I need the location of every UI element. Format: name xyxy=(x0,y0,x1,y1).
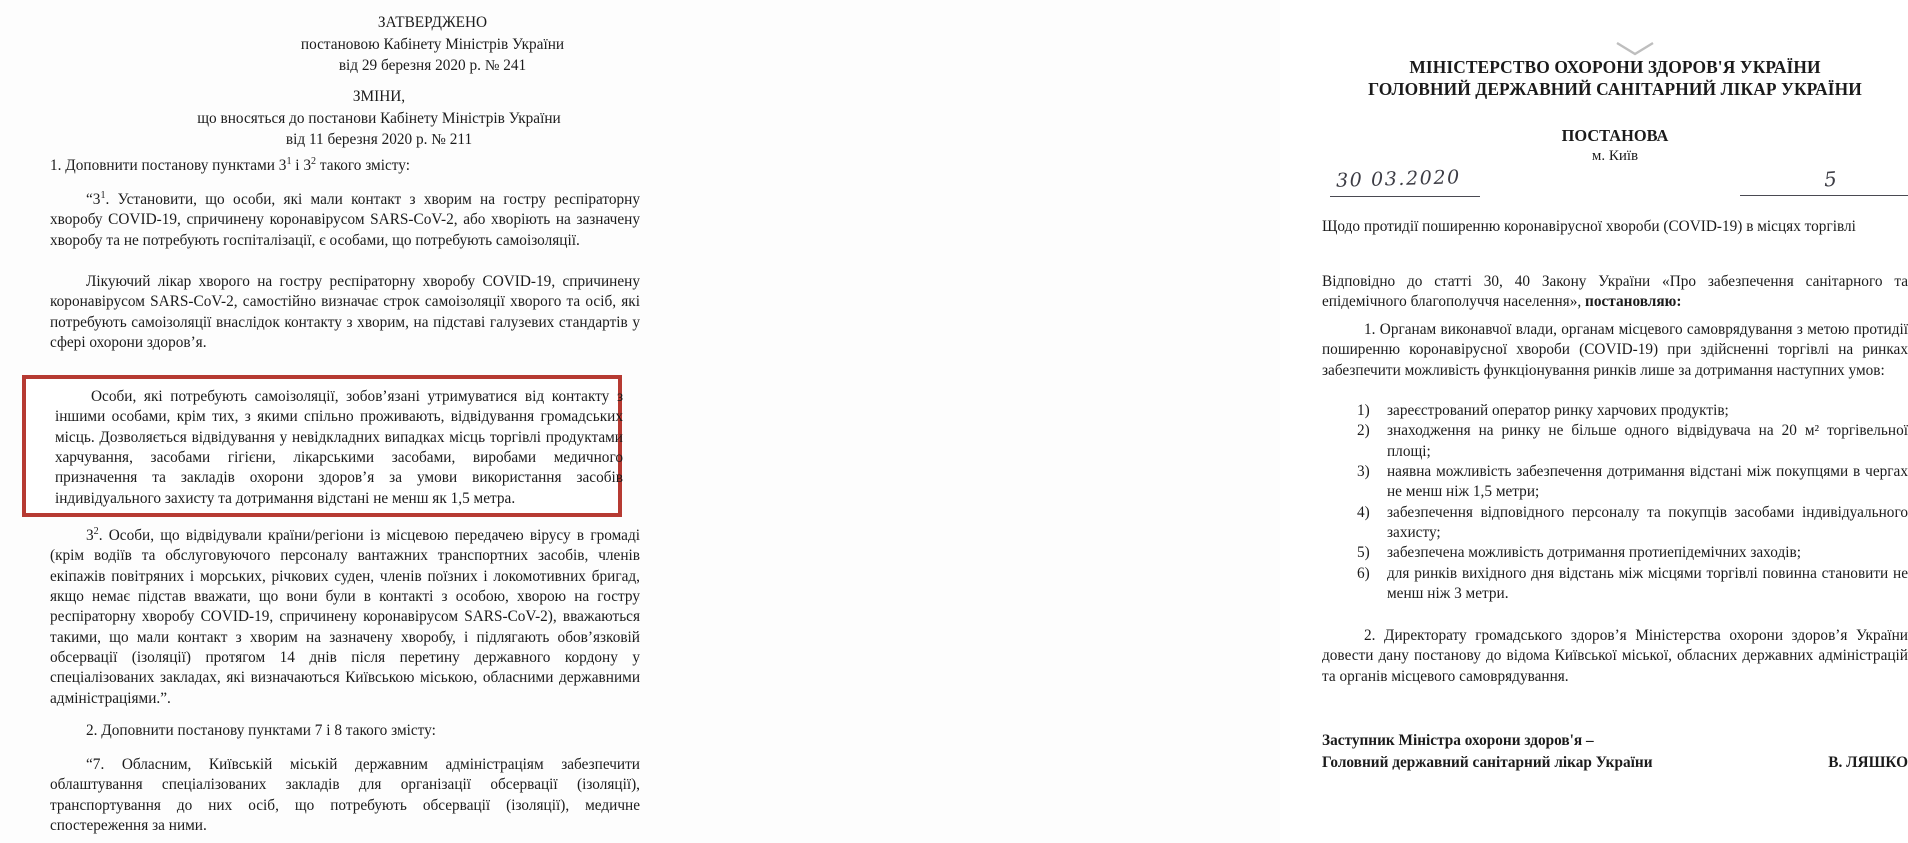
list-item-text: зареєстрований оператор ринку харчових продуктів; xyxy=(1387,402,1729,419)
changes-heading: ЗМІНИ, xyxy=(352,88,406,105)
date-rule-line xyxy=(1330,196,1480,197)
paragraph-1-mid: і 3 xyxy=(291,157,312,174)
paragraph-3-2-text: . Особи, що відвідували країни/регіони із місцевою передачею вірусу в громаді (крім водіїв та обслуговуючого персоналу вантажних транспортних засобів, членів екіпажів повітряних і морських, річкових суден, членів поїзних і локомотивних бригад, якщо немає підстав вважати, що вони були в контакті з особою, хворою на гостру респіраторну хворобу COVID-19, спричинену коронавірусом SARS-CoV-2), вважаються такими, що мали контакт з хворим на зазначену хворобу, і підлягають обов’язковій обсервації (ізоляції) протягом 14 днів після перетину державного кордону у спеціалізованих закладах, які визначаються Київською міською, обласними державними адміністраціями.”. xyxy=(50,527,640,707)
list-item-marker: 2) xyxy=(1357,422,1370,440)
list-item-marker: 1) xyxy=(1357,402,1370,419)
document-type-heading: ПОСТАНОВА xyxy=(1561,126,1669,145)
signature-title-line-1: Заступник Міністра охорони здоров'я – xyxy=(1322,732,1594,749)
paragraph-3-1-text: . Установити, що особи, які мали контакт з хворим на гостру респіраторну хворобу COVID-19, спричинену коронавірусом SARS-CoV-2, або хворіють на зазначену хворобу та не потребують госпіталізації, є особами, що потребують самоізоляції. xyxy=(50,191,640,249)
legal-basis-prefix: Відповідно до статті 30, 40 Закону України «Про забезпечення санітарного та епідемічного благополуччя населення», xyxy=(1322,273,1908,311)
paragraph-1-amend xyxy=(50,156,640,176)
paragraph-3-2-superscript: 2 xyxy=(93,525,99,537)
signature-block xyxy=(1322,730,1908,774)
list-item-text: забезпечення відповідного персоналу та покупців засобами індивідуального захисту; xyxy=(1387,503,1908,542)
legal-basis-paragraph xyxy=(1322,272,1908,313)
list-item-text: для ринків вихідного дня відстань між місцями торгівлі повинна становити не менш ніж 3 метри. xyxy=(1387,564,1908,603)
list-item-text: знаходження на ринку не більше одного відвідувача на 20 м² торгівельної площі; xyxy=(1387,422,1908,460)
list-item xyxy=(1357,401,1908,421)
highlight-red-box xyxy=(22,375,622,517)
paragraph-attending-doctor: Лікуючий лікар хворого на гостру респіраторну хворобу COVID-19, спричинену коронавірусом SARS-CoV-2, самостійно визначає строк самоізоляції хворого та осіб, які потребують самоізоляції внаслідок контакту з хворим, на підставі галузевих стандартів у сфері охорони здоров’я. xyxy=(50,273,640,352)
paragraph-1-intro: 1. Доповнити постанову пунктами 3 xyxy=(50,157,287,174)
city-label: м. Київ xyxy=(1591,148,1639,164)
ministry-title-block xyxy=(1322,56,1908,101)
list-item xyxy=(1357,503,1908,544)
signature-row xyxy=(1322,752,1908,774)
changes-line-2: від 11 березня 2020 р. № 211 xyxy=(285,131,473,149)
document-subject: Щодо протидії поширенню коронавірусної хвороби (COVID-19) в місцях торгівлі xyxy=(1322,218,1856,235)
paragraph-7: “7. Обласним, Київській міській державним адміністраціям забезпечити облаштування спеціалізованих закладів для організації обсервації (ізоляції), транспортування до них осіб, що потребують обсервації (ізоляції), медичне спостереження за ними. xyxy=(50,756,640,835)
approval-heading: ЗАТВЕРДЖЕНО xyxy=(377,14,488,31)
approval-line-1: постановою Кабінету Міністрів України xyxy=(300,35,565,53)
list-item xyxy=(1357,462,1908,503)
order-item-2: 2. Директорату громадського здоров’я Міністерства охорони здоров’я України довести дану постанову до відома Київської міської, обласних державних адміністрацій та органів місцевого самоврядування. xyxy=(1322,627,1908,685)
changes-line-1: що вносяться до постанови Кабінету Міністрів України xyxy=(197,109,561,127)
list-item-marker: 6) xyxy=(1357,564,1370,582)
approval-line-2: від 29 березня 2020 р. № 241 xyxy=(338,57,527,75)
paragraph-1-superscript-a: 1 xyxy=(286,155,292,167)
handwritten-number: 5 xyxy=(1823,166,1840,192)
right-document-scan xyxy=(650,0,1908,843)
legal-basis-verb: постановляю: xyxy=(1585,293,1682,311)
ministry-title-line-2: ГОЛОВНИЙ ДЕРЖАВНИЙ САНІТАРНИЙ ЛІКАР УКРАЇНИ xyxy=(1368,79,1862,100)
ministry-title-line-1: МІНІСТЕРСТВО ОХОРОНИ ЗДОРОВ'Я УКРАЇНИ xyxy=(1409,57,1821,77)
paragraph-3-1-superscript: 1 xyxy=(100,189,106,201)
list-item-text: наявна можливість забезпечення дотримання відстані між покупцями в чергах не менш ніж 1,5 метри; xyxy=(1387,463,1908,501)
list-item-marker: 4) xyxy=(1357,503,1370,521)
approval-heading-block xyxy=(225,12,640,77)
paragraph-3-2-open: 3 xyxy=(86,527,94,544)
list-item-text: забезпечена можливість дотримання протиепідемічних заходів; xyxy=(1387,544,1801,562)
paragraph-1-superscript-b: 2 xyxy=(311,155,317,167)
paragraph-2-amend: 2. Доповнити постанову пунктами 7 і 8 такого змісту: xyxy=(86,722,436,739)
paragraph-3-1 xyxy=(50,190,640,251)
left-document-scan xyxy=(0,0,650,843)
paragraph-3-2 xyxy=(50,526,640,709)
list-item-marker: 5) xyxy=(1357,544,1370,562)
highlighted-paragraph-text: Особи, які потребують самоізоляції, зобов’язані утримуватися від контакту з іншими особами, крім тих, з якими спільно проживають, відвідування громадських місць. Дозволяється відвідування у невідкладних випадках місць торгівлі продуктами харчування, засобами гігієни, лікарськими засобами, виробами медичного призначення та закладів охорони здоров’я за умови використання засобів індивідуального захисту та дотримання відстані не менш як 1,5 метра. xyxy=(55,388,623,507)
signature-title-line-2: Головний державний санітарний лікар України xyxy=(1322,754,1653,772)
conditions-list xyxy=(1357,401,1908,604)
list-item-marker: 3) xyxy=(1357,463,1370,481)
handwritten-date: 30 03.2020 xyxy=(1335,166,1462,192)
list-item xyxy=(1357,543,1908,563)
order-item-1: 1. Органам виконавчої влади, органам місцевого самоврядування з метою протидії поширенню коронавірусної хвороби (COVID-19) при здійсненні торгівлі на ринках забезпечити можливість функціонування ринків лише за дотримання наступних умов: xyxy=(1322,321,1908,379)
signatory-name: В. ЛЯШКО xyxy=(1828,754,1908,772)
list-item xyxy=(1357,421,1908,462)
number-rule-line xyxy=(1740,195,1908,196)
paragraph-3-1-open: “3 xyxy=(86,191,101,208)
list-item xyxy=(1357,564,1908,605)
changes-heading-block xyxy=(118,86,640,151)
paragraph-1-end: такого змісту: xyxy=(316,157,410,174)
